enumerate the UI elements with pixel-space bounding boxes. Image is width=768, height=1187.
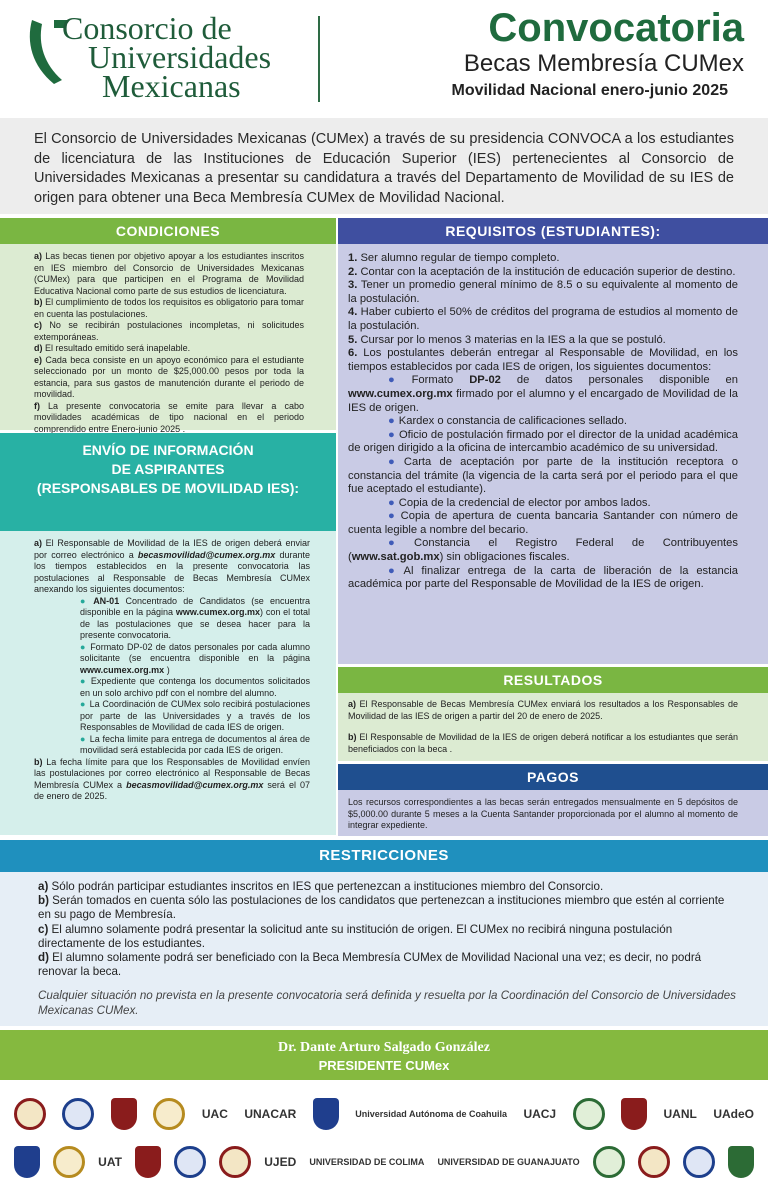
university-shield-icon — [135, 1146, 161, 1178]
requisito-item: 1. Ser alumno regular de tiempo completo. — [348, 252, 560, 264]
email-link[interactable]: becasmovilidad@cumex.org.mx — [126, 779, 264, 790]
requisito-item: 6. Los postulantes deberán entregar al Responsable de Movilidad, en los tiempos establecidos por cada IES de origen, los siguientes documentos: — [348, 347, 738, 373]
page-title: Convocatoria — [488, 6, 744, 50]
signature-band — [0, 1030, 768, 1080]
pagos-section — [338, 764, 768, 836]
university-seal-icon — [683, 1146, 715, 1178]
condicion-item: d) El resultado emitido será inapelable. — [34, 343, 191, 353]
restriccion-item: c) El alumno solamente podrá presentar la solicitud ante su institución de origen. El CUMex no recibirá ninguna postulación directamente de los estudiantes. — [38, 922, 673, 950]
university-seal-icon — [14, 1098, 46, 1130]
requisito-item: 4. Haber cubierto el 50% de créditos del programa de estudios al momento de la postulación. — [348, 306, 738, 332]
university-seal-icon — [219, 1146, 251, 1178]
condicion-item: b) El cumplimiento de todos los requisitos es obligatorio para tomar en cuenta las postulaciones. — [34, 297, 304, 319]
condiciones-body — [0, 244, 336, 435]
pagos-text: Los recursos correspondientes a las becas serán entregados mensualmente en 5 depósitos de $5,000.00 durante 5 meses a la Cuenta Santander proporcionada por el alumno al momento de integrar expediente. — [348, 797, 738, 830]
envio-doc-item: ● La Coordinación de CUMex solo recibirá postulaciones por parte de las Universidades y a través de los Responsables de Movilidad de cada IES de origen. — [34, 699, 310, 734]
condicion-item: c) No se recibirán postulaciones incompletas, ni solicitudes extemporáneas. — [34, 320, 304, 342]
university-shield-icon — [728, 1146, 754, 1178]
logos-row-2 — [14, 1140, 754, 1184]
ugto-logo: UNIVERSIDAD DE GUANAJUATO — [437, 1157, 580, 1167]
ujed-logo: UJED — [264, 1155, 297, 1169]
requisito-doc: ● Formato DP-02 de datos personales disponible en www.cumex.org.mx firmado por el alumno y el encargado de Movilidad de la IES de origen. — [348, 374, 738, 415]
university-shield-icon — [621, 1098, 647, 1130]
ucol-logo: UNIVERSIDAD DE COLIMA — [309, 1157, 425, 1167]
requisito-doc: ● Al finalizar entrega de la carta de liberación de la estancia académica por parte del Responsable de Movilidad de la IES de origen. — [348, 565, 738, 592]
university-seal-icon — [593, 1146, 625, 1178]
page-subtitle-period: Movilidad Nacional enero-junio 2025 — [451, 82, 728, 99]
restricciones-title: RESTRICCIONES — [0, 840, 768, 872]
intro-paragraph: El Consorcio de Universidades Mexicanas (CUMex) a través de su presidencia CONVOCA a los estudiantes de licenciatura de las Instituciones de Educación Superior (IES) pertenecientes al Consorcio de Universidades Mexicanas a presentar su candidatura a través del Departamento de Movilidad de su IES de origen para obtener una Beca Membresía CUMex de Movilidad Nacional. — [0, 118, 768, 214]
university-seal-icon — [573, 1098, 605, 1130]
requisito-item: 2. Contar con la aceptación de la institución de educación superior de destino. — [348, 265, 736, 278]
president-role: PRESIDENTE CUMex — [318, 1058, 450, 1073]
cumex-url-link[interactable]: www.cumex.org.mx — [348, 387, 453, 400]
resultado-item: a) El Responsable de Becas Membresía CUMex enviará los resultados a los Responsables de Movilidad de las IES de origen a partir del 20 de enero de 2025. — [348, 699, 738, 721]
restricciones-closing: Cualquier situación no prevista en la presente convocatoria será definida y resuelta por la Coordinación del Consorcio de Universidades Mexicanas CUMex. — [38, 989, 736, 1017]
resultados-section — [338, 667, 768, 761]
requisitos-body — [338, 244, 768, 592]
requisito-doc: ● Carta de aceptación por parte de la institución receptora o constancia del trámite (la vigencia de la carta será por el periodo para el que fue aceptado el estudiante). — [348, 456, 738, 497]
uat-logo: UAT — [98, 1155, 122, 1169]
logos-row-1 — [14, 1092, 754, 1136]
cumex-logo-text: Consorcio de Universidades Mexicanas — [62, 10, 272, 104]
requisito-doc: ● Kardex o constancia de calificaciones sellado. — [348, 415, 738, 429]
condiciones-section — [0, 218, 336, 434]
pagos-title: PAGOS — [338, 764, 768, 790]
member-logos — [0, 1082, 768, 1187]
uadeo-logo: UAdeO — [713, 1107, 754, 1121]
resultados-title: RESULTADOS — [338, 667, 768, 693]
requisitos-title: REQUISITOS (ESTUDIANTES): — [338, 218, 768, 244]
email-link[interactable]: becasmovilidad@cumex.org.mx — [137, 549, 276, 560]
cumex-url-link[interactable]: www.cumex.org.mx — [175, 607, 261, 617]
restricciones-body — [0, 872, 768, 1018]
requisito-doc: ● Copia de la credencial de elector por ambos lados. — [348, 497, 738, 511]
restricciones-section — [0, 840, 768, 1026]
header-divider — [318, 16, 320, 102]
envio-body — [0, 531, 336, 803]
envio-doc-item: ● La fecha limite para entrega de documentos al área de movilidad será establecida por cada IES de origen. — [34, 734, 310, 757]
envio-doc-item: ● Expediente que contenga los documentos solicitados en un solo archivo pdf con el nombre del alumno. — [34, 676, 310, 699]
resultado-item: b) El Responsable de Movilidad de la IES de origen deberá notificar a los estudiantes que serán beneficiados con la beca . — [348, 732, 738, 754]
restriccion-item: d) El alumno solamente podrá ser beneficiado con la Beca Membresía CUMex de Movilidad Nacional una vez; es decir, no podrá renovar la beca. — [38, 951, 702, 979]
university-shield-icon — [111, 1098, 137, 1130]
restriccion-item: b) Serán tomados en cuenta sólo las postulaciones de los candidatos que pertenezcan a instituciones miembro que estén al corriente en su pago de Membresía. — [38, 894, 725, 922]
resultados-body — [338, 693, 768, 755]
envio-section — [0, 433, 336, 835]
sat-url-link[interactable]: www.sat.gob.mx — [351, 551, 440, 564]
requisito-doc: ● Copia de apertura de cuenta bancaria Santander con número de cuenta legible a nombre del becario. — [348, 510, 738, 537]
envio-doc-item: ● Formato DP-02 de datos personales por cada alumno solicitante (se encuentra disponible en la página www.cumex.org.mx ) — [34, 642, 310, 677]
condicion-item: a) Las becas tienen por objetivo apoyar a los estudiantes inscritos en IES miembro del Consorcio de Universidades Mexicanas (CUMex) para que participen en el Programa de Movilidad Educativa Nacional como parte de sus estudios de licenciatura. — [34, 251, 304, 296]
envio-title: ENVÍO DE INFORMACIÓN DE ASPIRANTES (RESPONSABLES DE MOVILIDAD IES): — [0, 433, 336, 531]
condicion-item: e) Cada beca consiste en un apoyo económico para el estudiante seleccionado por un monto de $25,000.00 pesos por toda la estancia, para sus gastos de manutención durante el periodo de movilidad. — [34, 354, 304, 399]
condiciones-title: CONDICIONES — [0, 218, 336, 244]
cumex-url-link[interactable]: www.cumex.org.mx — [80, 664, 165, 675]
university-seal-icon — [62, 1098, 94, 1130]
requisito-doc: ● Constancia el Registro Federal de Contribuyentes (www.sat.gob.mx) sin obligaciones fiscales. — [348, 537, 738, 564]
requisito-doc: ● Oficio de postulación firmado por el director de la unidad académica de origen dirigido a la oficina de intercambio académico de su universidad. — [348, 429, 738, 456]
uac-logo: UAC — [201, 1107, 228, 1121]
university-shield-icon — [14, 1146, 40, 1178]
uanl-logo: UANL — [663, 1107, 697, 1121]
university-seal-icon — [174, 1146, 206, 1178]
uacj-logo: UACJ — [523, 1107, 557, 1121]
university-shield-icon — [313, 1098, 339, 1130]
restriccion-item: a) Sólo podrán participar estudiantes inscritos en IES que pertenezcan a instituciones miembro del Consorcio. — [38, 880, 604, 893]
university-seal-icon — [153, 1098, 185, 1130]
university-seal-icon — [638, 1146, 670, 1178]
requisitos-section — [338, 218, 768, 664]
envio-item-b: b) La fecha límite para que los Responsables de Movilidad envíen las postulaciones por correo electrónico al Responsable de Becas Membresía CUMex a becasmovilidad@cumex.org.mx será el 07 de enero de 2025. — [34, 756, 310, 801]
header — [0, 0, 768, 118]
university-seal-icon — [53, 1146, 85, 1178]
requisito-item: 5. Cursar por lo menos 3 materias en la IES a la que se postuló. — [348, 333, 666, 346]
envio-doc-item: ● AN-01 Concentrado de Candidatos (se encuentra disponible en la página www.cumex.org.mx) con el total de las postulaciones que se desea hacer para la presente convocatoria. — [34, 596, 310, 642]
page-subtitle: Becas Membresía CUMex — [463, 50, 744, 77]
envio-item-a: a) El Responsable de Movilidad de la IES de origen deberá enviar por correo electrónico a becasmovilidad@cumex.org.mx durante los tiempos establecidos en la presente convocatoria las postulaciones al Responsable de Becas Membresía CUMex anexando los siguientes documentos: — [34, 538, 310, 594]
requisito-item: 3. Tener un promedio general mínimo de 8.5 o su equivalente al momento de la postulación. — [348, 279, 738, 305]
president-name: Dr. Dante Arturo Salgado González — [278, 1040, 490, 1055]
unacar-logo: UNACAR — [244, 1107, 297, 1121]
condicion-item: f) La presente convocatoria se emite para llevar a cabo movilidades académicas de tipo nacional en el periodo comprendido entre Enero-junio 2025 . — [34, 400, 304, 434]
uadec-logo: Universidad Autónoma de Coahuila — [355, 1109, 507, 1119]
